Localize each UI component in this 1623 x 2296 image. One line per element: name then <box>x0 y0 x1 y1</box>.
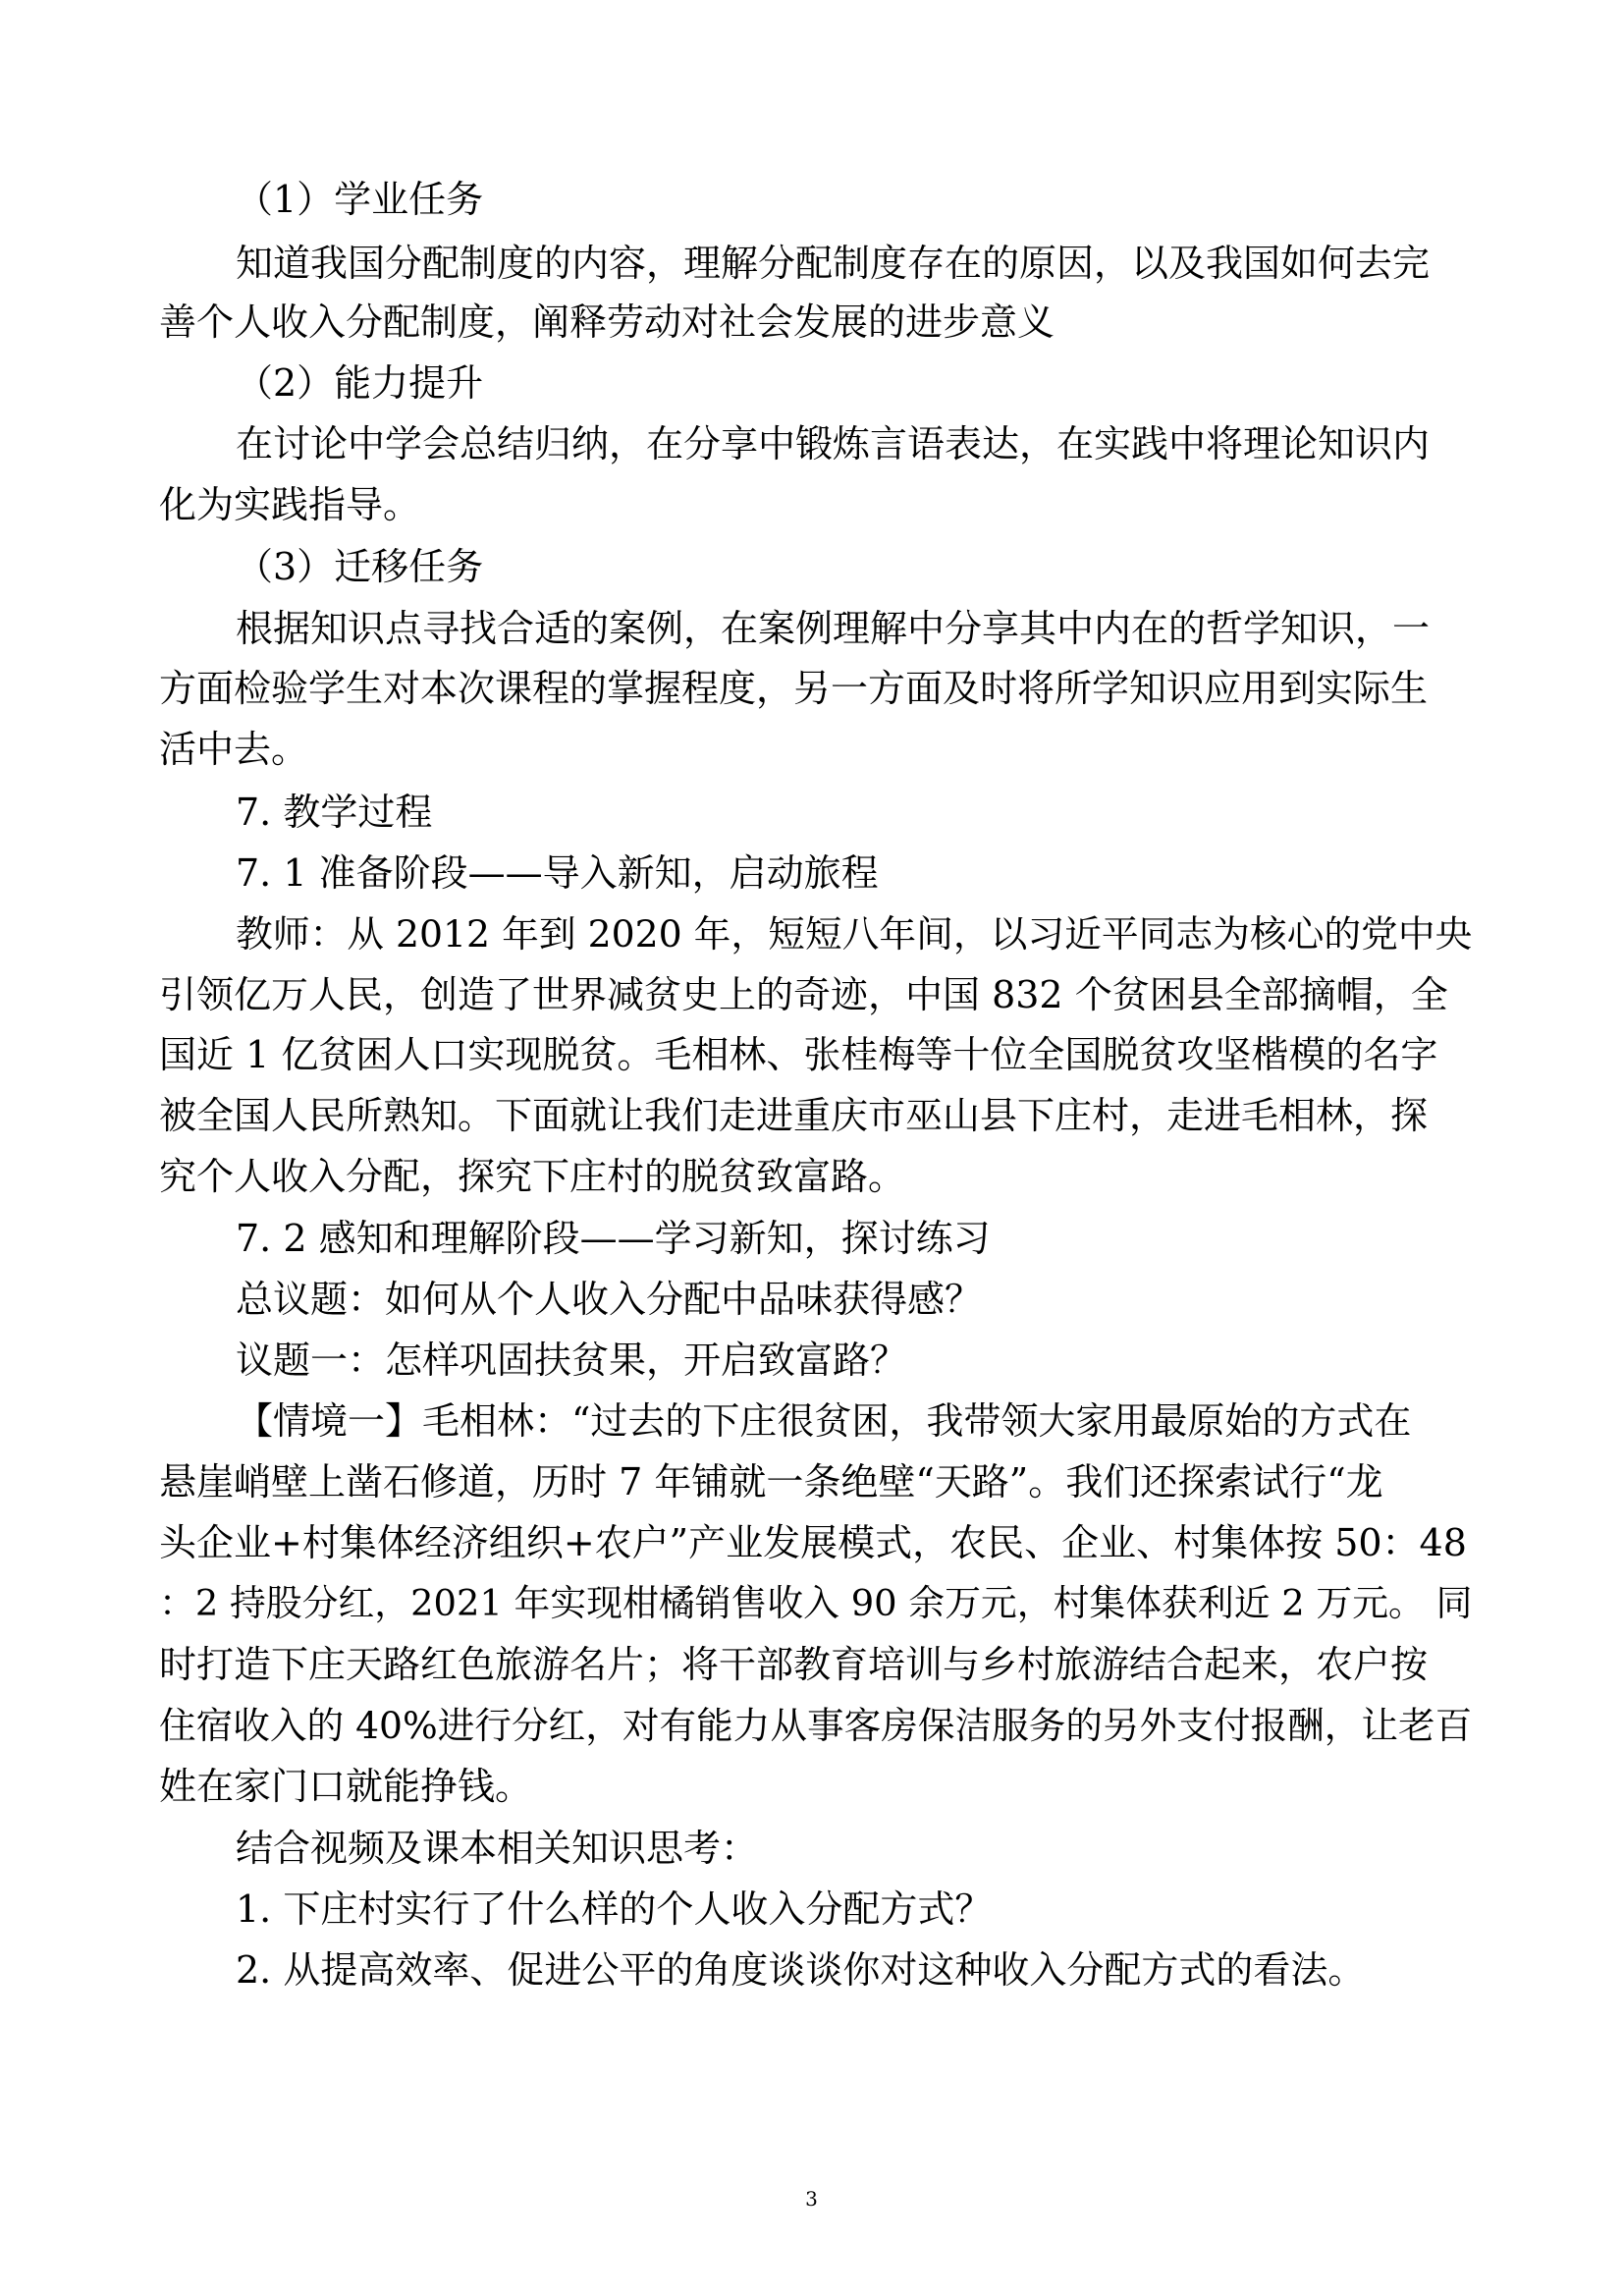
subheading-ability: （2）能力提升 <box>236 361 484 405</box>
section-heading: 7. 1 准备阶段——导入新知，启动旅程 <box>236 851 879 895</box>
paragraph-line: 结合视频及课本相关知识思考： <box>236 1827 759 1870</box>
paragraph-line: 究个人收入分配，探究下庄村的脱贫致富路。 <box>159 1155 906 1198</box>
section-heading: 7. 2 感知和理解阶段——学习新知，探讨练习 <box>236 1217 991 1260</box>
list-item: 1. 下庄村实行了什么样的个人收入分配方式？ <box>236 1887 993 1931</box>
paragraph-line: 活中去。 <box>159 728 309 771</box>
paragraph-line: 悬崖峭壁上凿石修道，历时 7 年铺就一条绝壁“天路”。我们还探索试行“龙 <box>159 1460 1383 1503</box>
paragraph-line: 国近 1 亿贫困人口实现脱贫。毛相林、张桂梅等十位全国脱贫攻坚楷模的名字 <box>159 1033 1438 1076</box>
paragraph-line: 【情境一】毛相林：“过去的下庄很贫困，我带领大家用最原始的方式在 <box>236 1399 1412 1443</box>
paragraph-line: 议题一：怎样巩固扶贫果，开启致富路？ <box>236 1339 908 1382</box>
paragraph-line: 住宿收入的 40%进行分红，对有能力从事客房保洁服务的另外支付报酬，让老百 <box>159 1704 1473 1747</box>
paragraph-line: 化为实践指导。 <box>159 483 421 526</box>
paragraph-line: 根据知识点寻找合适的案例，在案例理解中分享其中内在的哲学知识，一 <box>236 607 1431 650</box>
paragraph-line: ：2 持股分红，2021 年实现柑橘销售收入 90 余万元，村集体获利近 2 万元。 同 <box>159 1582 1473 1624</box>
paragraph-line: 姓在家门口就能挣钱。 <box>159 1765 533 1808</box>
subheading-academic-task: （1）学业任务 <box>236 178 484 221</box>
paragraph-line: 时打造下庄天路红色旅游名片；将干部教育培训与乡村旅游结合起来，农户按 <box>159 1643 1429 1686</box>
paragraph-line: 善个人收入分配制度，阐释劳动对社会发展的进步意义 <box>159 301 1055 344</box>
paragraph-line: 引领亿万人民，创造了世界减贫史上的奇迹，中国 832 个贫困县全部摘帽，全 <box>159 973 1448 1016</box>
subheading-transfer-task: （3）迁移任务 <box>236 545 484 588</box>
paragraph-line: 方面检验学生对本次课程的掌握程度，另一方面及时将所学知识应用到实际生 <box>159 667 1429 710</box>
paragraph-line: 知道我国分配制度的内容，理解分配制度存在的原因，以及我国如何去完 <box>236 242 1431 285</box>
paragraph-line: 总议题：如何从个人收入分配中品味获得感？ <box>236 1278 983 1321</box>
paragraph-line: 头企业+村集体经济组织+农户”产业发展模式，农民、企业、村集体按 50：48 <box>159 1521 1467 1564</box>
list-item: 2. 从提高效率、促进公平的角度谈谈你对这种收入分配方式的看法。 <box>236 1948 1366 1992</box>
paragraph-line: 在讨论中学会总结归纳，在分享中锻炼言语表达，在实践中将理论知识内 <box>236 422 1431 465</box>
paragraph-line: 教师：从 2012 年到 2020 年，短短八年间，以习近平同志为核心的党中央 <box>236 912 1473 956</box>
section-heading: 7. 教学过程 <box>236 791 433 834</box>
paragraph-line: 被全国人民所熟知。下面就让我们走进重庆市巫山县下庄村，走进毛相林，探 <box>159 1094 1429 1137</box>
page-number: 3 <box>805 2187 818 2211</box>
